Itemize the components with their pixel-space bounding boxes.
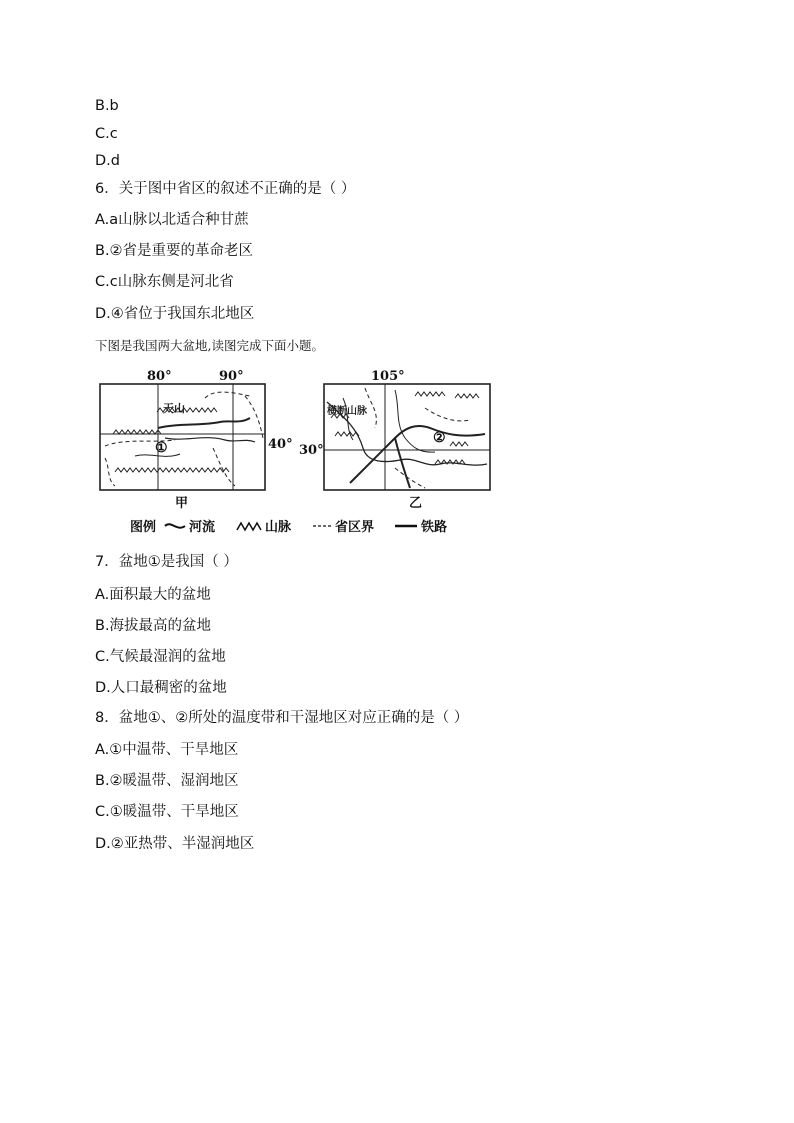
q5-option-b: B.b [95,98,119,114]
q6-option-b: B.②省是重要的革命老区 [95,243,254,259]
legend-mountain-symbol [237,523,261,530]
legend-title: 图例 [130,520,157,535]
map-yi-lat: 30° [299,443,324,458]
q8-option-b: B.②暖温带、湿润地区 [95,773,239,789]
q6-stem: 6．关于图中省区的叙述不正确的是（ ） [95,181,356,197]
map-jia-lon2: 90° [219,369,244,384]
q7-option-a: A.面积最大的盆地 [95,587,211,603]
q6-option-d: D.④省位于我国东北地区 [95,306,255,322]
map-jia-place-label: 天山 [163,402,185,415]
map-yi-place-label: 横断山脉 [327,406,367,417]
map-legend [130,519,447,535]
map-intro: 下图是我国两大盆地,读图完成下面小题。 [95,338,324,353]
q8-option-a: A.①中温带、干旱地区 [95,742,239,758]
legend-boundary-label: 省区界 [335,520,375,535]
map-jia [100,369,293,511]
legend-river-label: 河流 [189,520,216,535]
map-jia-basin-marker: ① [155,440,168,456]
legend-river-symbol [165,524,185,527]
q7-option-d: D.人口最稠密的盆地 [95,680,227,696]
map-jia-caption: 甲 [175,496,189,511]
q7-stem: 7．盆地①是我国（ ） [95,554,238,570]
legend-railway-label: 铁路 [421,520,448,535]
q7-option-c: C.气候最湿润的盆地 [95,649,226,665]
basin-map-figure [95,368,495,543]
q8-stem: 8．盆地①、②所处的温度带和干湿地区对应正确的是（ ） [95,710,469,726]
map-jia-lat: 40° [268,437,293,452]
legend-mountain-label: 山脉 [265,520,292,535]
q8-option-d: D.②亚热带、半湿润地区 [95,836,255,852]
q8-option-c: C.①暖温带、干旱地区 [95,804,239,820]
q6-option-a: A.a山脉以北适合种甘蔗 [95,212,249,228]
q7-option-b: B.海拔最高的盆地 [95,618,212,634]
map-yi-caption: 乙 [409,496,423,511]
q5-option-c: C.c [95,126,118,142]
q5-option-d: D.d [95,153,120,169]
map-jia-lon1: 80° [147,369,172,384]
q6-option-c: C.c山脉东侧是河北省 [95,274,234,290]
map-yi-lon: 105° [371,369,405,384]
map-yi-basin-marker: ② [433,430,446,446]
map-yi [299,369,490,511]
